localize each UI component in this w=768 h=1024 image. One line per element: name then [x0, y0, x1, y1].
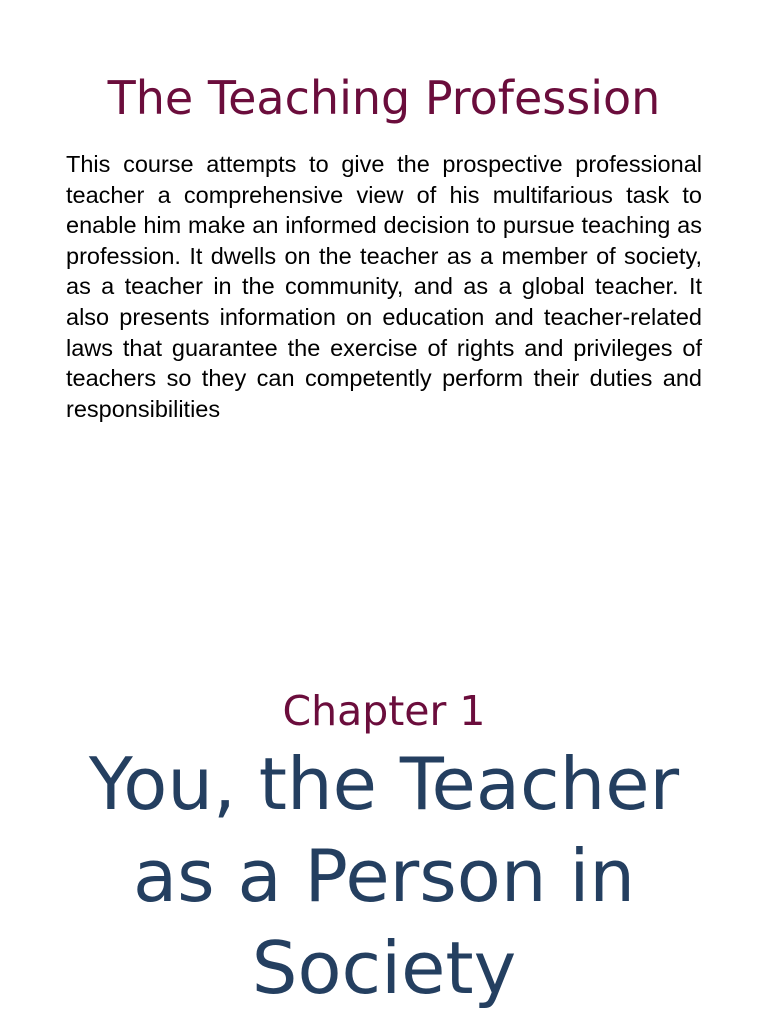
chapter-title-line: as a Person in — [133, 834, 635, 918]
document-title: The Teaching Profession — [107, 71, 661, 125]
chapter-title-line: You, the Teacher — [88, 742, 680, 826]
course-description: This course attempts to give the prospective professional teacher a comprehensive view of his multifarious task to enable him make an informed decision to pursue teaching as profession. It dwells on the teacher as a member of society, as a teacher in the community, and as a global teacher. It also presents information on education and teacher-related laws that guarantee the exercise of rights and privileges of teachers so they can competently perform their duties and responsibilities — [66, 151, 702, 422]
chapter-label: Chapter 1 — [282, 687, 486, 735]
chapter-title-line: Society — [251, 926, 517, 1010]
chapter-title — [0, 738, 768, 1014]
